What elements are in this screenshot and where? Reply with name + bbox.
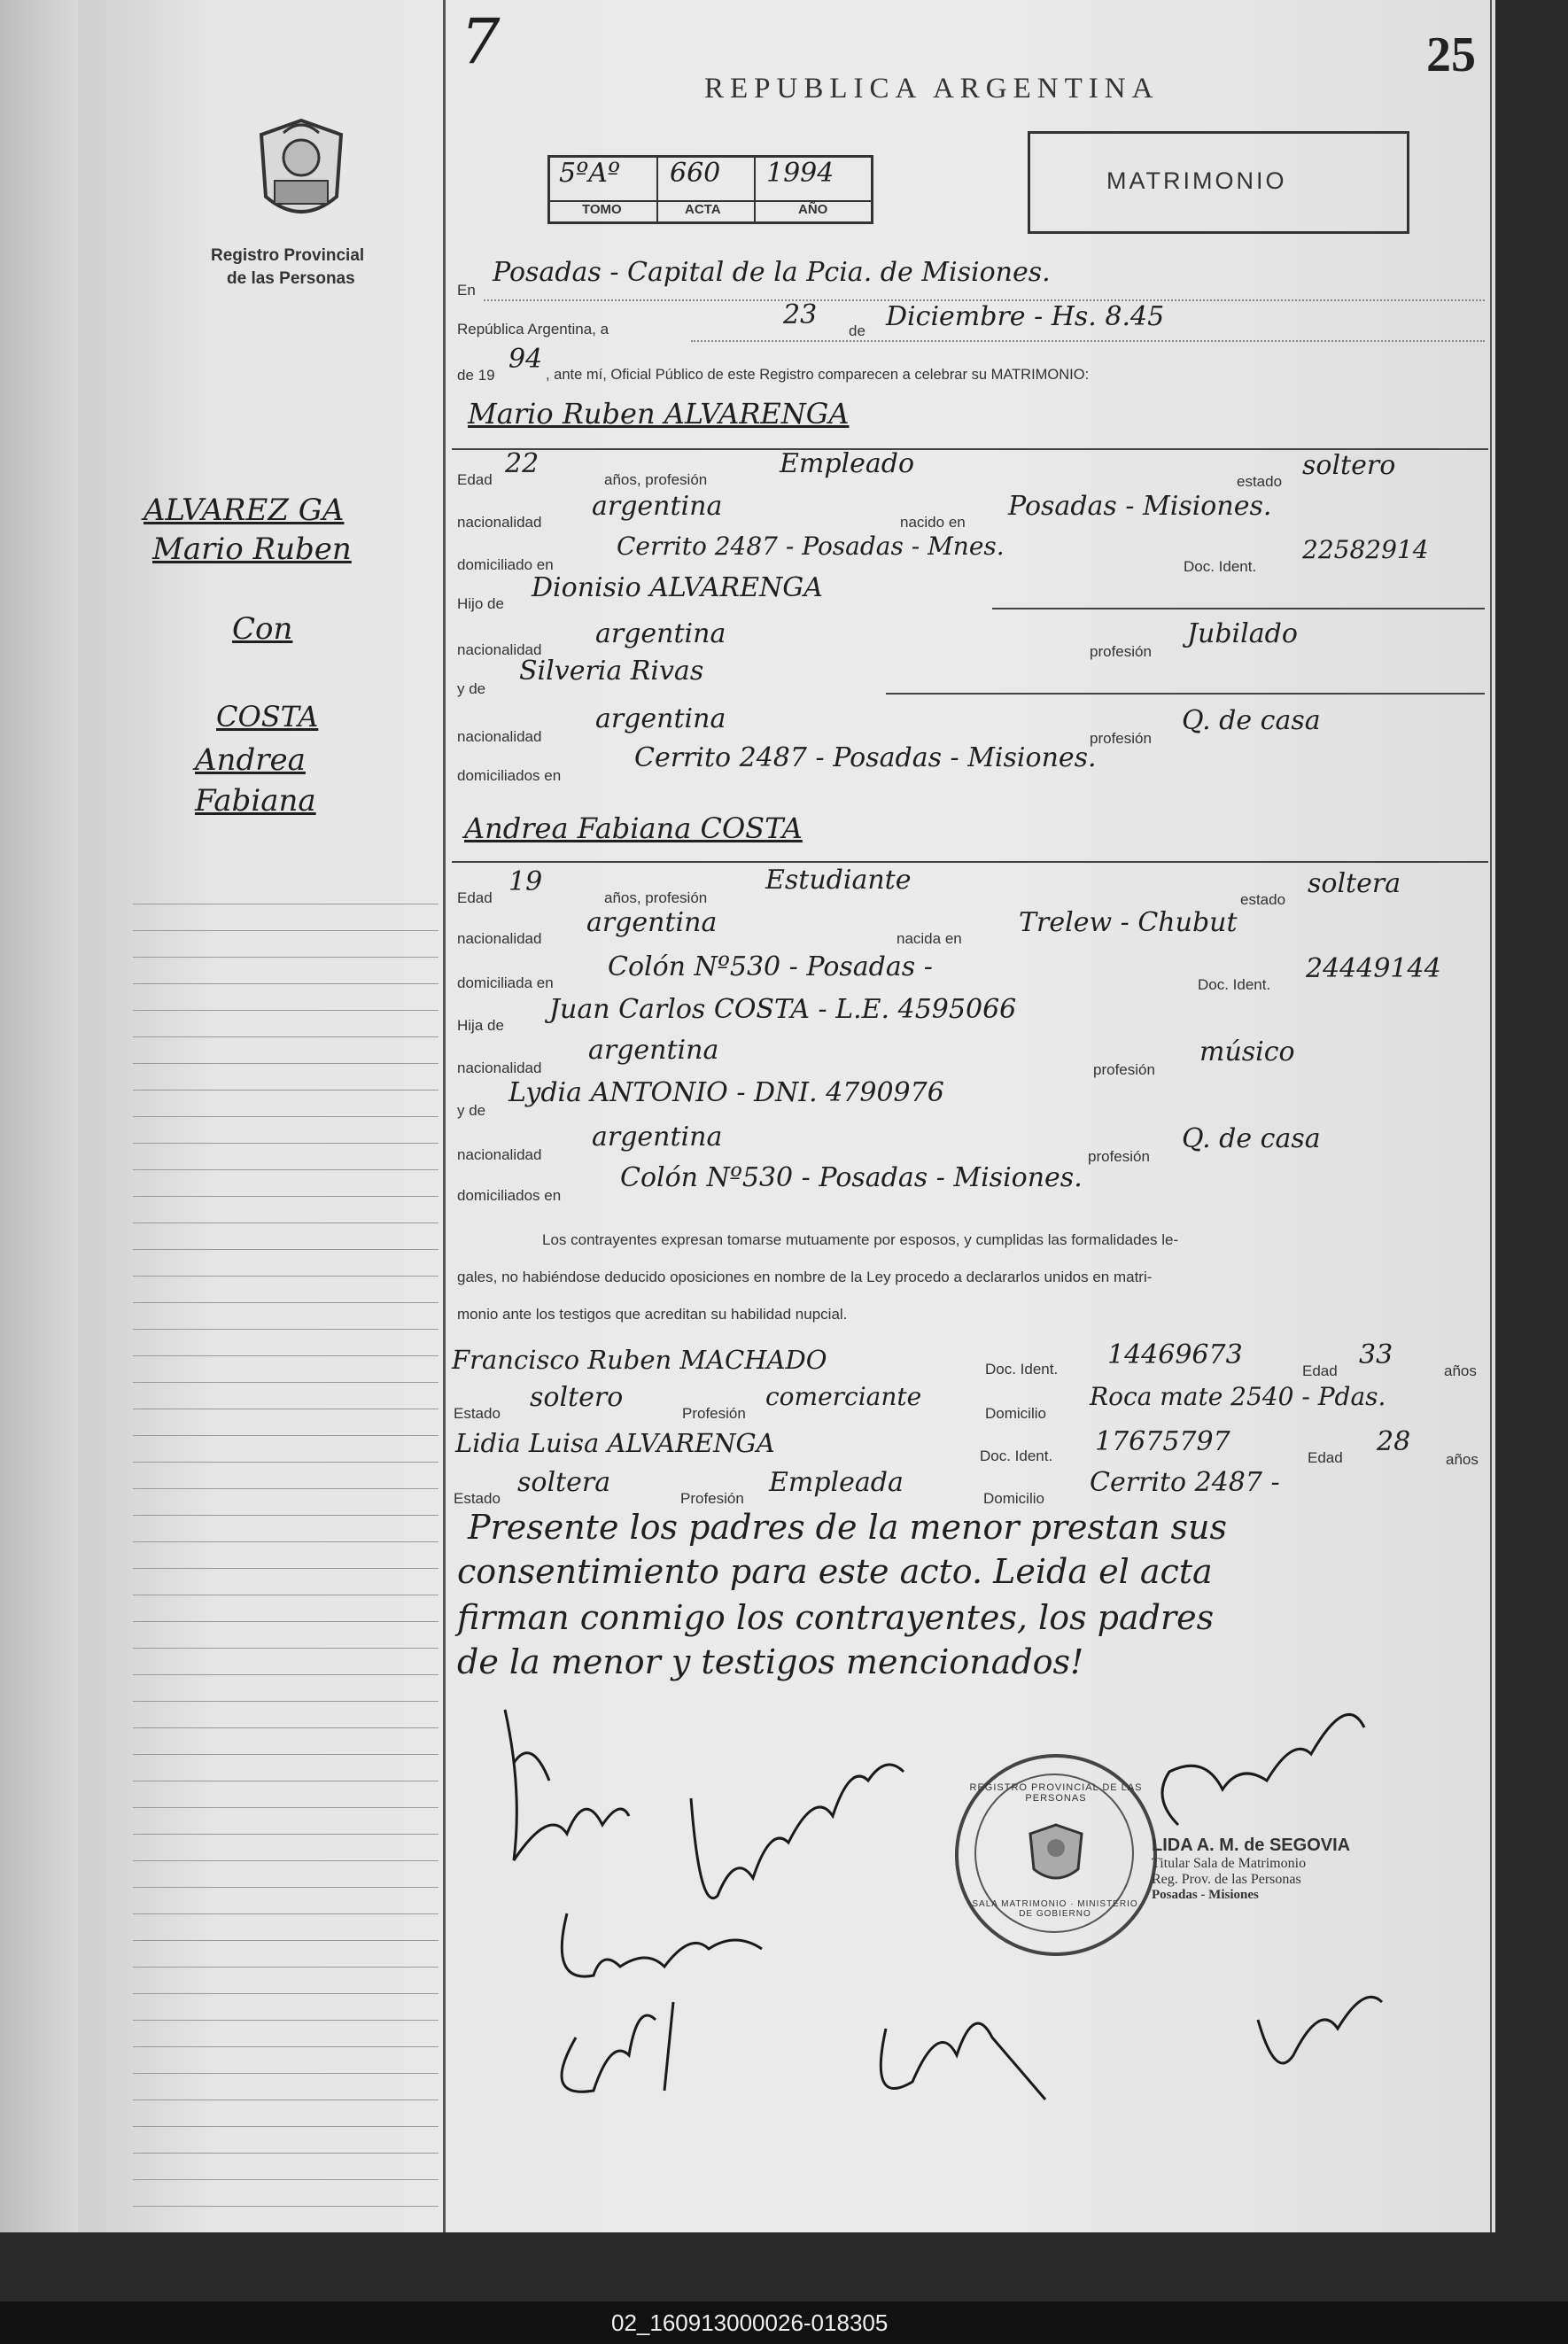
official-place: Posadas - Misiones [1152,1888,1259,1902]
bride-marital: soltera [1308,868,1401,899]
bride-mother-nac-label: nacionalidad [457,1146,542,1163]
witness2-anos: años [1446,1451,1479,1468]
intro-declaration: , ante mí, Oficial Público de este Registro comparecen a celebrar su MATRIMONIO: [546,367,1090,383]
bride-mother-prof-label: profesión [1088,1148,1150,1165]
acta-value: 660 [670,158,721,189]
witness1-prof: comerciante [765,1382,922,1411]
witness2-prof: Empleada [769,1467,904,1498]
right-margin-line [1490,0,1492,2232]
witness2-name: Lidia Luisa ALVARENGA [455,1428,775,1458]
registry-label-line2: de las Personas [227,269,355,288]
witness2-doc: 17675797 [1095,1426,1230,1457]
signature-official-icon [1162,1714,1364,1825]
bride-profesion-label: años, profesión [604,889,708,906]
groom-father-nat: argentina [595,618,726,649]
groom-father-prof-label: profesión [1090,643,1152,660]
groom-doc-label: Doc. Ident. [1184,558,1257,575]
bride-doc: 24449144 [1306,953,1441,984]
witness1-anos: años [1444,1362,1477,1379]
groom-estado-label: estado [1237,473,1283,490]
groom-nacido-label: nacido en [900,514,966,531]
witness2-estado: soltera [517,1467,611,1498]
volume-box [547,155,873,224]
groom-age: 22 [505,448,539,479]
signature-bride-icon [562,1913,762,1976]
groom-father-nac-label: nacionalidad [457,641,542,658]
signature-groom-icon [505,1710,629,1860]
footer-bar [0,2301,1568,2344]
formula-line2: gales, no habiéndose deducido oposiciones en nombre de la Ley procedo a declararlos unidos en matri- [457,1269,1153,1285]
bride-father-prof: músico [1199,1036,1295,1067]
signature-father-icon [881,2023,1045,2100]
margin-groom-names: Mario Ruben [152,532,352,567]
groom-father: Dionisio ALVARENGA [532,572,823,603]
bride-mother-nat: argentina [592,1122,723,1153]
formula-line3: monio ante los testigos que acreditan su habilidad nupcial. [457,1306,848,1323]
witness2-prof-label: Profesión [680,1490,744,1507]
ano-label: AÑO [798,202,828,217]
official-seal [955,1754,1157,1956]
margin-bride-name2: Fabiana [195,783,316,819]
seal-ring-bottom: SALA MATRIMONIO · MINISTERIO DE GOBIERNO [972,1899,1138,1919]
witness1-dom: Roca mate 2540 - Pdas. [1090,1382,1386,1411]
bride-profession: Estudiante [765,865,912,896]
groom-yde-label: y de [457,680,486,697]
bride-hija-label: Hija de [457,1017,504,1034]
groom-address: Cerrito 2487 - Posadas - Mnes. [617,532,1005,561]
file-id: 02_160913000026-018305 [611,2309,889,2336]
intro-day: 23 [783,299,818,330]
bride-nationality: argentina [586,907,718,938]
groom-nationality: argentina [592,491,723,522]
official-title: Titular Sala de Matrimonio [1152,1856,1307,1871]
record-type-box [1028,131,1409,234]
bride-parents-dom-label: domiciliados en [457,1187,562,1204]
bride-yde-label: y de [457,1102,486,1119]
closing-line3: firman conmigo los contrayentes, los padres [457,1598,1215,1637]
intro-en-label: En [457,282,476,299]
groom-edad-label: Edad [457,471,493,488]
seal-ring-top: REGISTRO PROVINCIAL DE LAS PERSONAS [969,1782,1143,1804]
bride-father-prof-label: profesión [1093,1061,1155,1078]
official-stamp-text [1152,1836,1350,1903]
intro-place: Posadas - Capital de la Pcia. de Misiones. [493,257,1051,288]
margin-mark: 7 [461,5,501,78]
witness1-estado: soltero [530,1382,624,1413]
bride-father-nat: argentina [588,1035,719,1066]
signature-witness-icon [562,2002,673,2092]
witness2-estado-label: Estado [454,1490,501,1507]
witness1-doc: 14469673 [1107,1339,1243,1370]
bride-nac-label: nacionalidad [457,930,542,947]
groom-mother: Silveria Rivas [519,656,704,687]
bride-age: 19 [508,866,543,897]
closing-line1: Presente los padres de la menor prestan sus [468,1508,1228,1547]
bride-estado-label: estado [1240,891,1286,908]
groom-doc: 22582914 [1302,535,1429,564]
formula-line1: Los contrayentes expresan tomarse mutuamente por esposos, y cumplidas las formalidades le- [542,1231,1179,1248]
intro-year-suffix: 94 [508,344,543,375]
groom-dom-label: domiciliado en [457,556,554,573]
margin-groom-surname: ALVAREZ GA [144,493,345,528]
intro-republica-label: República Argentina, a [457,321,609,338]
bride-birthplace: Trelew - Chubut [1019,907,1238,938]
witness1-prof-label: Profesión [682,1405,746,1422]
bride-dom-label: domiciliada en [457,974,554,991]
witness1-doc-label: Doc. Ident. [985,1361,1059,1378]
witness2-doc-label: Doc. Ident. [980,1448,1053,1464]
witness1-edad-label: Edad [1302,1362,1338,1379]
groom-profession: Empleado [780,448,915,479]
groom-hijo-label: Hijo de [457,595,504,612]
bride-parents-address: Colón Nº530 - Posadas - Misiones. [620,1162,1083,1193]
record-type: MATRIMONIO [1106,167,1287,194]
column-divider [443,0,446,2232]
groom-profesion-label: años, profesión [604,471,708,488]
witness2-dom: Cerrito 2487 - [1090,1467,1280,1498]
margin-bride-name1: Andrea [195,742,306,778]
groom-parents-dom-label: domiciliados en [457,767,562,784]
witness2-edad-label: Edad [1308,1449,1343,1466]
margin-bride-surname: COSTA [216,700,319,733]
bride-nacida-label: nacida en [897,930,962,947]
witness2-age: 28 [1377,1426,1411,1457]
groom-mother-nac-label: nacionalidad [457,728,542,745]
groom-mother-prof-label: profesión [1090,730,1152,747]
bride-edad-label: Edad [457,889,493,906]
groom-nac-label: nacionalidad [457,514,542,531]
official-org: Reg. Prov. de las Personas [1152,1872,1301,1887]
bride-address: Colón Nº530 - Posadas - [608,951,933,982]
ano-value: 1994 [766,158,834,189]
bride-mother-prof: Q. de casa [1182,1123,1321,1154]
groom-full-name: Mario Ruben ALVARENGA [468,397,850,431]
witness2-dom-label: Domicilio [983,1490,1044,1507]
acta-label: ACTA [685,202,721,217]
margin-connector: Con [232,611,293,647]
bride-father: Juan Carlos COSTA - L.E. 4595066 [549,994,1017,1025]
official-name: LIDA A. M. de SEGOVIA [1152,1836,1351,1855]
groom-parents-address: Cerrito 2487 - Posadas - Misiones. [634,742,1097,773]
groom-father-prof: Jubilado [1187,618,1298,649]
signature-witness2-icon [1258,1997,1382,2063]
bride-full-name: Andrea Fabiana COSTA [464,811,803,845]
intro-de-label: de [849,322,866,339]
groom-mother-prof: Q. de casa [1182,705,1321,736]
witness1-estado-label: Estado [454,1405,501,1422]
coat-of-arms-icon [248,115,354,230]
witness1-dom-label: Domicilio [985,1405,1046,1422]
bride-mother: Lydia ANTONIO - DNI. 4790976 [508,1077,944,1108]
witness1-age: 33 [1359,1339,1393,1370]
groom-marital: soltero [1302,450,1396,481]
registry-label-line1: Registro Provincial [211,246,365,265]
tomo-value: 5ºAº [559,158,620,189]
tomo-label: TOMO [582,202,622,217]
groom-birthplace: Posadas - Misiones. [1008,491,1272,522]
closing-line4: de la menor y testigos mencionados! [457,1642,1084,1681]
binding-gutter [0,0,80,2232]
seal-crest-icon [1025,1821,1087,1889]
intro-year-prefix: de 19 [457,367,495,384]
page-title: REPUBLICA ARGENTINA [704,73,1160,105]
bride-father-nac-label: nacionalidad [457,1059,542,1076]
groom-mother-nat: argentina [595,703,726,734]
intro-month-time: Diciembre - Hs. 8.45 [886,301,1165,332]
page-number: 25 [1426,27,1476,82]
signature-bride-mother-icon [691,1765,904,1898]
witness1-name: Francisco Ruben MACHADO [452,1345,827,1375]
bride-doc-label: Doc. Ident. [1198,976,1271,993]
closing-line2: consentimiento para este acto. Leida el acta [457,1552,1213,1591]
